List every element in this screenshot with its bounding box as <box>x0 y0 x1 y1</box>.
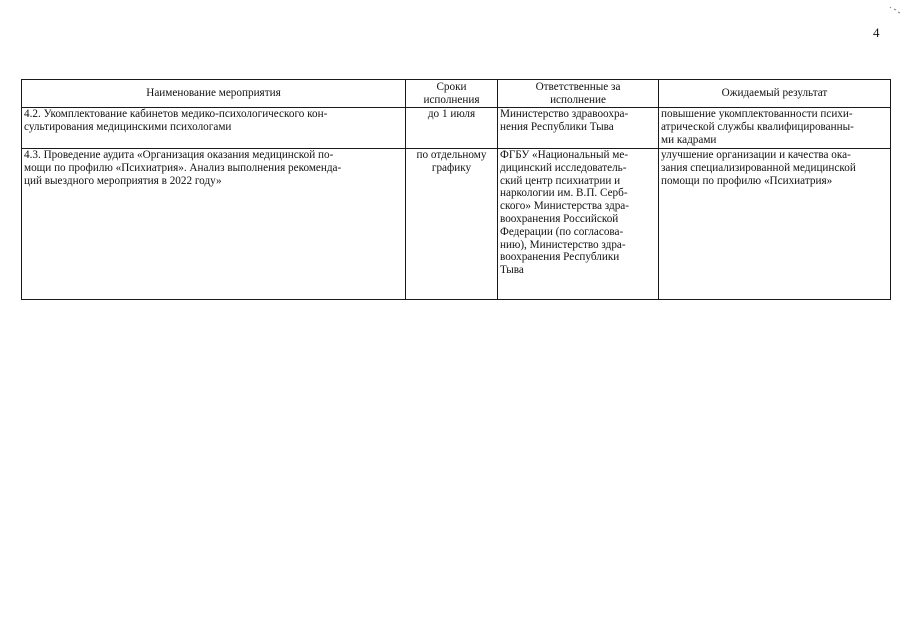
scan-speck-mark <box>888 5 902 15</box>
table-row <box>22 149 891 300</box>
header-deadline: Сроки исполнения <box>406 80 498 108</box>
page-number: 4 <box>873 25 880 40</box>
activity-name-cell: 4.3. Проведение аудита «Организация оказания медицинской по- мощи по профилю «Психиатрия». Анализ выполнения рекоменда- ций выездного мероприятия в 2022 году» <box>22 149 406 300</box>
deadline-cell: по отдельному графику <box>406 149 498 300</box>
table-header-row <box>22 80 891 108</box>
activity-plan-table <box>21 79 891 300</box>
activity-name-cell: 4.2. Укомплектование кабинетов медико-психологического кон- сультирования медицинскими психологами <box>22 108 406 149</box>
header-responsible: Ответственные за исполнение <box>498 80 659 108</box>
table-row <box>22 108 891 149</box>
deadline-cell: до 1 июля <box>406 108 498 149</box>
expected-result-cell: повышение укомплектованности психи- атрической службы квалифицированны- ми кадрами <box>659 108 891 149</box>
header-activity-name: Наименование мероприятия <box>22 80 406 108</box>
responsible-cell: ФГБУ «Национальный ме- дицинский исследователь- ский центр психиатрии и наркологии им. В.П. Серб- ского» Министерства здра- воохранения Российской Федерации (по согласова- нию), Министерство здра- воохранения Республики Тыва <box>498 149 659 300</box>
responsible-cell: Министерство здравоохра- нения Республики Тыва <box>498 108 659 149</box>
header-expected-result: Ожидаемый результат <box>659 80 891 108</box>
expected-result-cell: улучшение организации и качества ока- зания специализированной медицинской помощи по профилю «Психиатрия» <box>659 149 891 300</box>
